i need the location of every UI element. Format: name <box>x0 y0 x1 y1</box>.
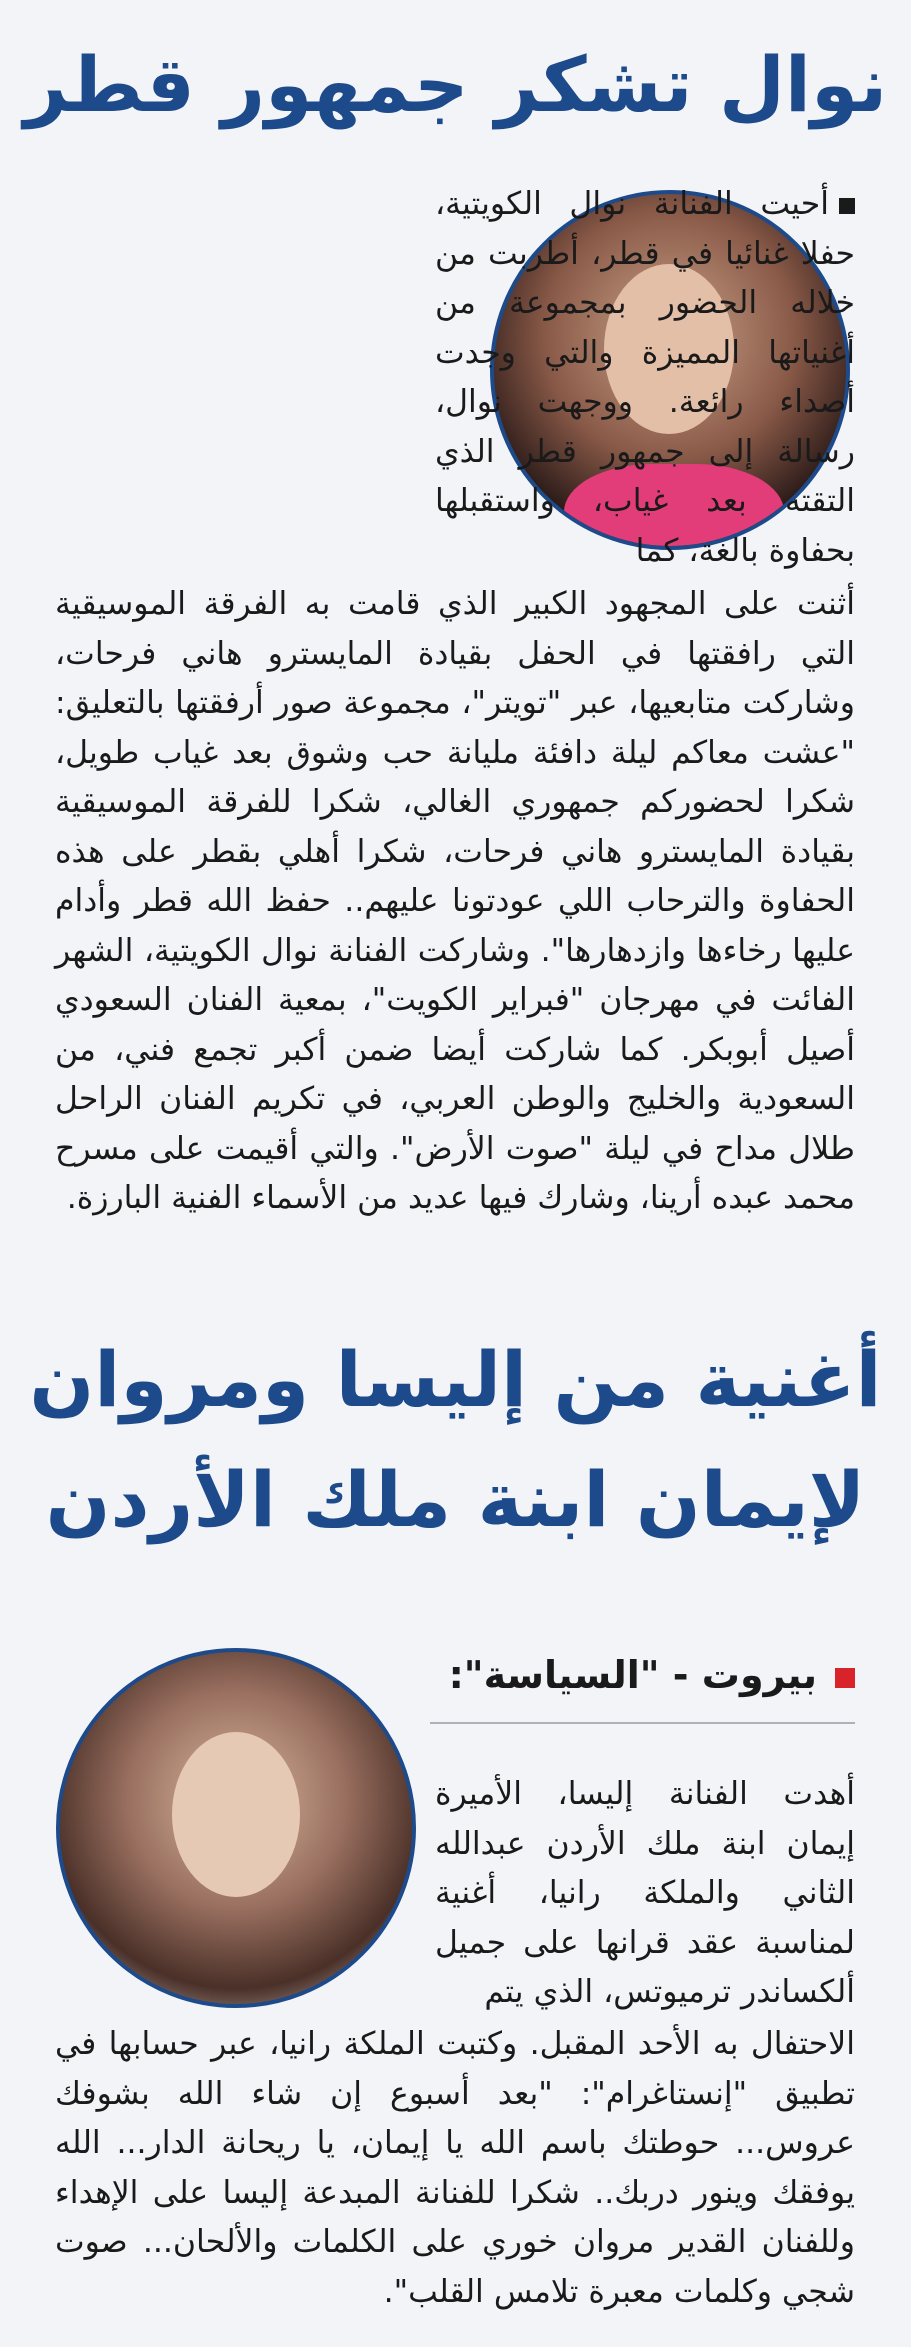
headline-nawal: نوال تشكر جمهور قطر <box>23 40 888 129</box>
headline-elissa-line1: أغنية من إليسا ومروان <box>29 1335 882 1424</box>
divider <box>430 1722 855 1724</box>
dateline: بيروت - "السياسة": <box>449 1650 855 1700</box>
article1-intro-text: أحيت الفنانة نوال الكويتية، حفلا غنائيا في قطر، أطربت من خلاله الحضور بمجموعة من أغنياتها المميزة والتي وجدت أصداء رائعة. ووجهت نوال، رسالة إلى جمهور قطر الذي التقته بعد غياب، واستقبلها بحفاوة بالغة، كما <box>435 186 855 569</box>
article2-intro-text: أهدت الفنانة إليسا، الأميرة إيمان ابنة ملك الأردن عبدالله الثاني والملكة رانيا، أغنية لمناسبة عقد قرانها على جميل ألكساندر ترميوتس، الذي يتم <box>435 1776 855 2010</box>
article2-body-text: الاحتفال به الأحد المقبل. وكتبت الملكة رانيا، عبر حسابها في تطبيق "إنستاغرام": "بعد أسبوع إن شاء الله بشوفك عروس... حوطتك باسم الله يا إيمان، يا ريحانة الدار... الله يوفقك وينور دربك.. شكرا للفنانة المبدعة إليسا على الإهداء وللفنان القدير مروان خوري على الكلمات والألحان... صوت شجي وكلمات معبرة تلامس القلب". <box>55 2026 855 2310</box>
article1-body-text: أثنت على المجهود الكبير الذي قامت به الفرقة الموسيقية التي رافقتها في الحفل بقيادة المايسترو هاني فرحات، وشاركت متابعيها، عبر "تويتر"، مجموعة صور أرفقتها بالتعليق: "عشت معاكم ليلة دافئة مليانة حب وشوق بعد غياب طويل، شكرا لحضوركم جمهوري الغالي، شكرا للفرقة الموسيقية بقيادة المايسترو هاني فرحات، شكرا أهلي بقطر على هذه الحفاوة والترحاب اللي عودتونا عليهم.. حفظ الله قطر وأدام عليها رخاءها وازدهارها". وشاركت الفنانة نوال الكويتية، الشهر الفائت في مهرجان "فبراير الكويت"، بمعية الفنان السعودي أصيل أبوبكر. كما شاركت أيضا ضمن أكبر تجمع فني، من السعودية والخليج والوطن العربي، في تكريم الفنان الراحل طلال مداح في ليلة "صوت الأرض". والتي أقيمت على مسرح محمد عبده أرينا، وشارك فيها عديد من الأسماء الفنية البارزة. <box>55 586 855 1216</box>
headline-elissa-line2: لإيمان ابنة ملك الأردن <box>45 1455 866 1544</box>
headline-elissa <box>0 1320 911 1560</box>
red-square-icon <box>835 1668 855 1688</box>
bullet-square-icon <box>839 198 855 214</box>
elissa-portrait-photo <box>56 1648 416 2008</box>
